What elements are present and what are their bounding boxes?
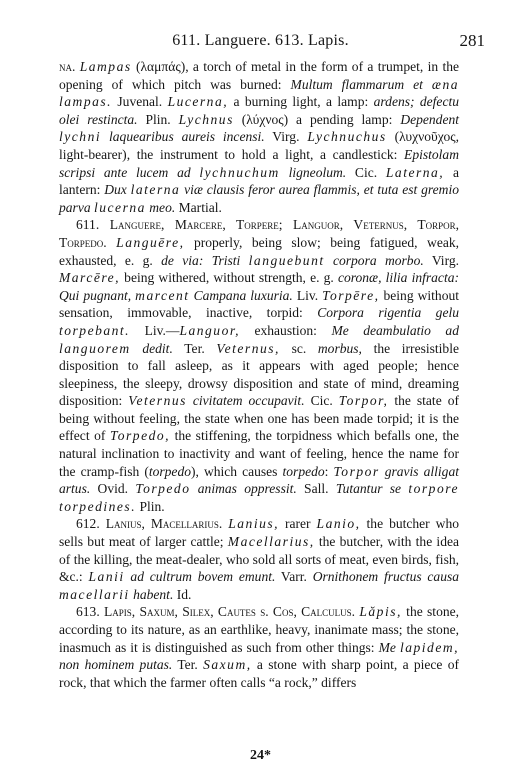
term: Languor, [179, 322, 240, 338]
term: Languēre, [116, 234, 185, 250]
term: marcent [135, 287, 190, 303]
text-run: Sall. [296, 481, 336, 497]
quotation: civitatem occupavit. [186, 393, 305, 409]
term: Torpedo [135, 481, 191, 497]
text-run: Ovid. [90, 481, 136, 497]
text-run: Martial. [175, 199, 222, 215]
term: Lampas [79, 59, 132, 74]
quotation: laquearibus aureis incensi. [101, 129, 265, 145]
text-run: (λαμπάς), a torch of metal in the form of a trumpet, in the opening of which pitch was burned: [59, 59, 460, 92]
text-run: the stiffening, the torpidness which befalls one, the natural inclination to inactivity and want of feeling, hence the name for the cramp-fish ( [59, 428, 459, 479]
quotation: corpora morbo. [324, 252, 424, 268]
entry-613 [59, 603, 459, 691]
entry-heading: Languere, Marcere, Torpere; Languor, Veternus, Torpor, Torpedo. [59, 217, 459, 250]
quotation: ardens; defectu olei restincta. [59, 94, 459, 127]
term: Veternus [128, 393, 187, 409]
term: Lychnuchus [307, 129, 387, 145]
term: torpebant. [59, 322, 131, 338]
quotation: coronæ, lilia infracta: Qui pugnant, [59, 270, 459, 303]
entry-number: 612. [76, 516, 106, 532]
quotation: Multum flammarum et [290, 76, 432, 92]
text-run: Cic. [304, 393, 339, 409]
quotation: non hominem putas. [59, 657, 173, 673]
term: Laterna, [385, 164, 445, 180]
quotation: gravis alligat artus. [59, 463, 459, 497]
term: lychni [59, 129, 102, 145]
text-run [107, 235, 116, 250]
quotation: Me deambulatio ad [331, 322, 459, 338]
running-title: 611. Languere. 613. Lapis. [172, 32, 349, 49]
term: Torpedo, [109, 428, 171, 444]
term: lucerna [94, 199, 146, 215]
quotation: Me [378, 639, 400, 655]
entry-611 [59, 216, 459, 515]
text-run: (λύχνος) a pending lamp: [233, 111, 401, 127]
term: Saxum, [203, 657, 252, 673]
quotation: dedit. [130, 340, 173, 356]
quotation: de via: Tristi [161, 252, 249, 268]
text-run: Liv.— [130, 322, 180, 338]
quotation: ad cultrum bovem emunt. [124, 569, 276, 585]
text-run: Virg. [264, 129, 308, 145]
text-run: Plin. [137, 111, 179, 127]
term: Torpor, [338, 393, 389, 409]
page-body [59, 58, 459, 691]
text-run: Virg. [423, 252, 459, 268]
text-run: (λυχνοῦχος, light-bearer), the instrument to hold a light, a candlestick: [59, 129, 459, 162]
entry-heading: Lanius, Macellarius. [105, 516, 223, 532]
text-run: the butcher, with the idea of the killing, the meat-dealer, who sold all sorts of meat, even birds, fish, &c.: [59, 534, 459, 585]
text-run: a stone with sharp point, a piece of rock, that which the farmer often calls “a rock,” differs [59, 657, 459, 690]
text-run: the butcher who sells but meat of larger cattle; [59, 516, 459, 550]
quotation: animas oppressit. [190, 481, 297, 497]
signature-mark: 24* [250, 748, 271, 763]
page-number: 281 [459, 31, 485, 50]
text-run: : [324, 463, 334, 479]
term: Lucerna, [167, 94, 229, 110]
text-run: rarer [279, 516, 317, 532]
entry-heading: Lapis, Saxum, Silex, Cautes s. Cos, Calculus. [104, 604, 356, 620]
text-run: Juvenal. [112, 94, 168, 110]
entry-number: 611. [76, 217, 110, 233]
text-run: a lantern: [59, 164, 459, 198]
term: Torpēre, [322, 287, 380, 303]
term: languebunt [248, 252, 325, 268]
text-run: sc. [279, 340, 318, 356]
term: macellarii [59, 586, 130, 602]
text-run: Ter. [172, 657, 204, 673]
quotation: Corpora rigentia gelu [317, 305, 459, 321]
text-run: Id. [173, 586, 192, 602]
running-header [0, 30, 521, 52]
quotation: Campana luxuria. [189, 287, 293, 303]
text-run: the stone, according to its nature, as an earthlike, heavy, inanimate mass; the stone, inasmuch as it is distinguished as such from other things: [59, 604, 460, 655]
term: Torpor [333, 463, 380, 479]
quotation: ligneolum. [279, 164, 347, 180]
text-run: exhaustion: [240, 322, 332, 338]
term: Veternus, [216, 340, 280, 356]
quotation: meo. [145, 199, 176, 215]
quotation: Dependent [400, 111, 459, 127]
text-run: ), which causes [191, 463, 283, 479]
term: Lăpis, [359, 604, 402, 620]
quotation: morbus, [317, 340, 362, 356]
entry-612 [59, 515, 459, 603]
quotation: habent. [129, 586, 174, 602]
term: Lanius, [228, 516, 280, 532]
term: Marcēre, [59, 270, 121, 286]
term: æna lampas. [59, 76, 459, 110]
term: Lychnus [178, 111, 234, 127]
term: torpore torpedines. [59, 481, 459, 514]
text-run: Cic. [346, 164, 386, 180]
text-run: Plin. [136, 498, 165, 514]
text-run: being withered, without strength, e. g. [120, 270, 338, 286]
term: Macellarius, [227, 534, 315, 550]
term: lychnuchum [199, 164, 280, 180]
text-run: the irresistible disposition to fall asleep, as it appears with aged people; hence sleepiness, the sleepy, drowsy disposition and state of mind, dreaming disposition: [59, 340, 459, 409]
quotation: Tutantur se [335, 481, 409, 497]
paragraph-lampas [59, 58, 459, 216]
text-run: Varr. [275, 569, 313, 585]
text-run: Liv. [292, 287, 323, 303]
entry-number: 613. [76, 604, 105, 620]
quotation: torpedo [282, 463, 325, 479]
quotation: Ornithonem fructus causa [312, 569, 460, 585]
quotation: viæ clausis feror aurea flammis, et tuta est gremio parva [59, 182, 459, 215]
text-run: a burning light, a lamp: [228, 94, 374, 110]
quotation: Dux [104, 182, 131, 198]
quotation: torpedo [148, 463, 191, 479]
quotation: Epistolam scripsi ante lucem ad [59, 146, 459, 180]
text-run: the state of being without feeling, the state when one has been made torpid; it is the effect of [59, 393, 459, 444]
text-run: being without sensation, immovable, inactive, torpid: [59, 287, 460, 321]
term: Lanii [88, 569, 125, 585]
term: lapidem, [399, 639, 459, 655]
term: laterna [130, 182, 181, 198]
term: languorem [59, 340, 131, 356]
term: Lanio, [316, 516, 361, 532]
text-run: properly, being slow; being fatigued, weak, exhausted, e. g. [59, 234, 460, 268]
text-run: na. [59, 59, 76, 74]
text-run: Ter. [172, 340, 217, 356]
